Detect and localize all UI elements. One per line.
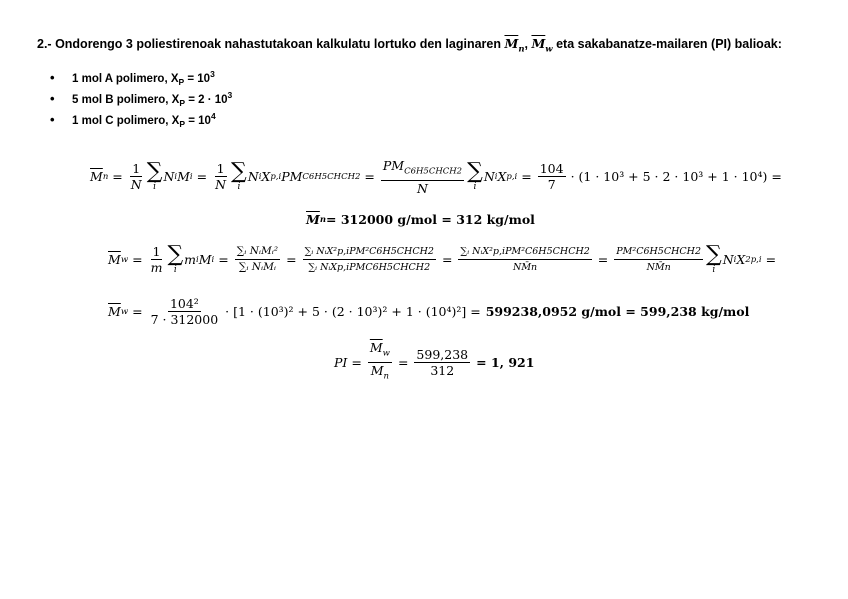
heading-tail: eta sakabanatze-mailaren (PI) balioak: <box>552 37 782 51</box>
exercise-heading <box>37 36 782 55</box>
list-item: • 1 mol A polimero, $X_P = 10^3$ <box>50 64 232 85</box>
mn-result-equation: $\overline{M}$ n = 312000 g/mol = 312 kg/mol <box>306 212 535 227</box>
mn-subscript: n <box>518 44 525 55</box>
mn-definition-equation: $\overline{M}$ n = $\frac{1}{N}$ ∑ i N i M i = $\frac{1}{N}$ ∑ i N i X p,i PM C6H5CHCH2 = $\frac{PM_{C6H5CHCH2}}{N}$ ∑ i N i X p,i = $\frac{104}{7}$ · (1 · 10³ + 5 · 2 · 10³ + 1 · 10⁴) = <box>90 158 782 196</box>
polymer-list <box>50 64 233 130</box>
list-item: • 1 mol C polimero, $X_P = 10^4$ <box>50 106 232 127</box>
mw-result-equation: $\overline{M}$ w = $\frac{\text{104²}}{7 \cdot 312000}$ · [1 · (10³)² + 5 · (2 · 10³)² + 1 · (10⁴)²] = 599238,0952 g/mol = 599,238 kg/mol <box>108 296 750 327</box>
exercise-number: 2.- <box>37 37 56 51</box>
sum-symbol: ∑ i <box>146 159 163 193</box>
mw-subscript: w <box>545 44 553 55</box>
mw-definition-equation: $\overline{M}$ w = $\frac{1}{m}$ ∑ i m i M i = $\frac{\text{∑ᵢ NᵢMᵢ²}}{\text{∑ᵢ NᵢMᵢ}}$ = $\frac{\text{∑ᵢ NᵢX²p,iPM²C6H5CHCH2}}{\text{∑ᵢ NᵢXp,iPMC6H5CHCH2}}$ = $\frac{\text{∑ᵢ NᵢX²p,iPM²C6H5CHCH2}}{NM̄n}$ = $\frac{\text{PM²C6H5CHCH2}}{NM̄n}$ ∑ i N i X 2 p,i = <box>108 242 777 275</box>
list-item: • 5 mol B polimero, $X_P = 2 \cdot 10^3$ <box>50 85 232 106</box>
pi-result-equation: PI = $\frac{\overline{M}_w}{\overline{M}_n}$ = $\frac{599,238}{312}$ = 1, 921 <box>334 340 535 381</box>
mn-symbol: $\overline{M}$ <box>504 36 519 51</box>
mw-symbol: $\overline{M}$ <box>531 36 546 51</box>
heading-separator: , <box>524 37 532 51</box>
exercise-text: Ondorengo 3 poliestirenoak nahastutakoan kalkulatu lortuko den laginaren <box>55 37 501 51</box>
